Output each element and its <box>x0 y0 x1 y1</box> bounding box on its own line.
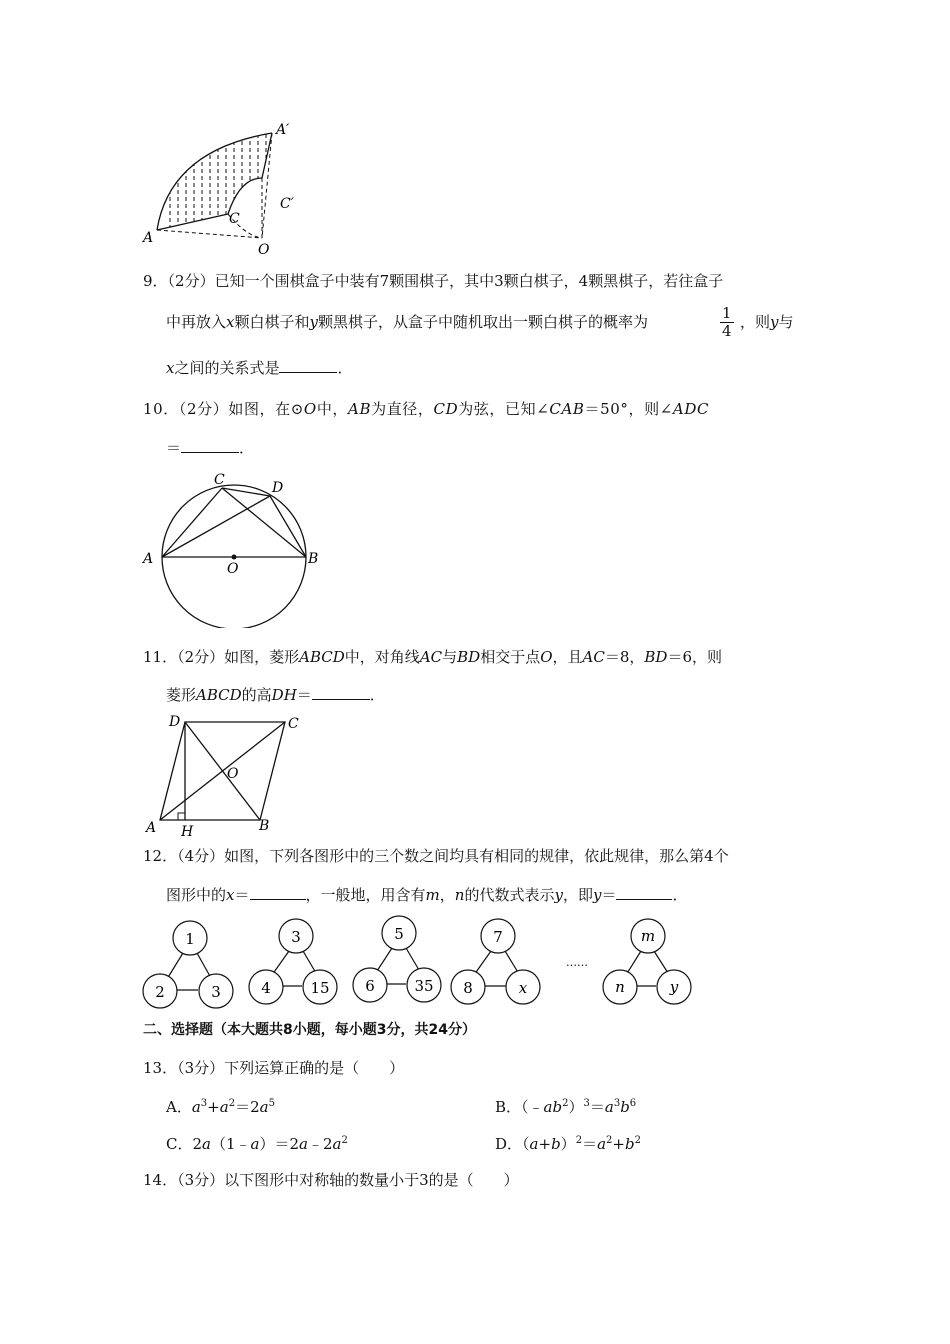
q12-var-m: m <box>425 886 440 904</box>
q9-text-3c: ． <box>337 359 353 377</box>
exponent: 2 <box>228 1098 236 1109</box>
section-heading: 二、选择题（本大题共8小题，每小题3分，共24分） <box>143 1022 476 1038</box>
exponent: 2 <box>606 1135 613 1146</box>
group1-left: 2 <box>155 983 165 1001</box>
q11-var-DH: DH <box>271 686 297 704</box>
q11-line2 <box>166 685 385 705</box>
circle-group-4 <box>451 919 540 1004</box>
figure-q8-rotation <box>140 118 310 258</box>
q9-text-2b: 颗白棋子和 <box>234 313 310 331</box>
q11-score: （2分） <box>177 648 225 666</box>
q13-option-D[interactable] <box>495 1134 641 1154</box>
var-b: b <box>624 1135 635 1153</box>
q10-var-ADC: ADC <box>672 400 710 418</box>
q10-line2 <box>166 438 254 458</box>
q9-var-y: y <box>309 313 318 331</box>
q13-option-C[interactable] <box>166 1134 348 1154</box>
q11-text-7: ＝6，则 <box>667 648 723 666</box>
q12-text-1: 如图，下列各图形中的三个数之间均具有相同的规律，依此规律，那么第4个 <box>224 847 729 865</box>
q10-label-C: C <box>214 472 225 488</box>
option-b-label: B．（﹣ <box>495 1098 544 1116</box>
var-a: a <box>332 1135 342 1153</box>
label-O: O <box>258 242 270 258</box>
q11-label-A: A <box>146 820 157 836</box>
q12-text-2b: ＝ <box>234 886 250 904</box>
q12-var-y-2: y <box>592 886 602 904</box>
q11-line1 <box>143 647 722 667</box>
exponent: 5 <box>268 1098 275 1109</box>
ellipsis: …… <box>566 956 588 969</box>
group3-left: 6 <box>365 977 375 995</box>
q10-answer-blank[interactable] <box>181 438 239 453</box>
exponent: 2 <box>341 1135 348 1146</box>
q10-label-A: A <box>143 551 154 567</box>
q11-answer-blank[interactable] <box>312 685 370 700</box>
option-c-label: C．2 <box>166 1135 203 1153</box>
q10-var-O: O <box>303 400 317 418</box>
q11-text-4: 相交于点 <box>480 648 541 666</box>
group3-top: 5 <box>394 925 404 943</box>
q11-text-1: 如图，菱形 <box>224 648 300 666</box>
circle-group-1 <box>143 921 233 1008</box>
q11-var-AC: AC <box>419 648 443 666</box>
label-C-prime: C′ <box>280 196 294 212</box>
operator: + <box>207 1098 220 1116</box>
q9-line1 <box>143 271 723 291</box>
q10-text-5: ＝50°，则∠ <box>584 400 673 418</box>
q12-text-2a: 图形中的 <box>166 886 227 904</box>
fraction-denominator: 4 <box>722 322 732 340</box>
figure-q12-circles <box>140 912 700 1012</box>
operator: ） <box>568 1098 584 1116</box>
operator: ＝ <box>582 1135 598 1153</box>
q13-option-A[interactable] <box>166 1097 275 1117</box>
q11-var-O: O <box>540 648 553 666</box>
exponent: 2 <box>634 1135 641 1146</box>
group1-right: 3 <box>211 983 221 1001</box>
circle-group-2 <box>249 919 337 1004</box>
q9-answer-blank[interactable] <box>279 358 337 373</box>
var-a: a <box>604 1098 614 1116</box>
var-a: a <box>259 1098 269 1116</box>
operator: （1﹣ <box>210 1135 251 1153</box>
operator: + <box>612 1135 625 1153</box>
q9-var-y-2: y <box>770 313 779 331</box>
q14-number: 14． <box>143 1171 178 1189</box>
q9-var-x: x <box>226 313 235 331</box>
operator: + <box>538 1135 552 1153</box>
var-a: a <box>529 1135 539 1153</box>
q9-number: 9． <box>143 272 168 290</box>
q11-number: 11． <box>143 648 178 666</box>
q12-text-2f: ，即 <box>562 886 593 904</box>
q10-text-2: 中， <box>316 400 349 418</box>
q11-text-11: ． <box>369 686 385 704</box>
q10-text-6: ＝ <box>166 439 182 457</box>
q12-line2 <box>166 885 687 905</box>
q10-var-CAB: CAB <box>549 400 585 418</box>
q10-text-4: 为弦，已知∠ <box>458 400 550 418</box>
figure-q10-circle <box>138 468 328 628</box>
group5-top: m <box>640 927 656 945</box>
q11-var-ABCD-2: ABCD <box>196 686 242 704</box>
q11-text-5: ，且 <box>552 648 583 666</box>
q10-text-7: ． <box>239 439 255 457</box>
q9-text-2d: ，则 <box>740 313 771 331</box>
q12-var-n: n <box>454 886 465 904</box>
operator: ＝2 <box>235 1098 260 1116</box>
operator: ） <box>560 1135 576 1153</box>
operator: ＝ <box>589 1098 605 1116</box>
var-a: a <box>191 1098 201 1116</box>
var-a: a <box>202 1135 211 1153</box>
q11-var-ABCD: ABCD <box>299 648 345 666</box>
q11-text-9: 的高 <box>241 686 272 704</box>
exponent: 3 <box>200 1098 208 1109</box>
q10-var-AB: AB <box>348 400 372 418</box>
label-A: A <box>143 230 154 246</box>
q12-answer-blank-1[interactable] <box>250 885 306 900</box>
q9-var-x-2: x <box>166 359 175 377</box>
q12-score: （4分） <box>177 847 225 865</box>
q14-text-1: 以下图形中对称轴的数量小于3的是（ ） <box>224 1171 519 1189</box>
q9-line2-end <box>740 312 794 332</box>
q12-line1 <box>143 846 729 866</box>
q9-line3 <box>166 358 353 378</box>
var-b: b <box>620 1098 630 1116</box>
fraction-numerator: 1 <box>722 304 732 322</box>
var-a: a <box>250 1135 260 1153</box>
group4-top: 7 <box>493 928 503 946</box>
group2-right: 15 <box>310 979 330 997</box>
q10-line1 <box>143 399 709 419</box>
label-C: C <box>229 211 240 227</box>
option-d-label: D．（ <box>495 1135 530 1153</box>
circle-group-5 <box>603 919 691 1004</box>
group4-right: x <box>518 979 528 997</box>
q12-text-2e: 的代数式表示 <box>464 886 555 904</box>
option-a-label: A． <box>166 1098 192 1116</box>
operator: ）＝2 <box>259 1135 300 1153</box>
q11-label-H: H <box>181 824 194 840</box>
q11-var-AC-2: AC <box>582 648 605 666</box>
group3-right: 35 <box>414 977 434 995</box>
q12-var-x: x <box>226 886 235 904</box>
q10-label-B: B <box>308 551 319 567</box>
group2-top: 3 <box>291 928 301 946</box>
exponent: 2 <box>575 1135 583 1146</box>
q12-text-2g: ＝ <box>601 886 617 904</box>
q9-text-2a: 中再放入 <box>166 313 227 331</box>
q13-option-B[interactable] <box>495 1097 636 1117</box>
q11-var-BD: BD <box>457 648 481 666</box>
q10-number: 10． <box>143 400 179 418</box>
q11-text-8: 菱形 <box>166 686 197 704</box>
group4-left: 8 <box>463 979 473 997</box>
q14-line1 <box>143 1170 519 1190</box>
q14-score: （3分） <box>177 1171 225 1189</box>
q9-fraction <box>718 305 736 340</box>
q10-score: （2分） <box>178 400 229 418</box>
q11-label-B: B <box>259 818 270 834</box>
q10-label-O: O <box>227 561 239 577</box>
var-b: b <box>551 1135 561 1153</box>
exponent: 6 <box>629 1098 637 1109</box>
var-a: a <box>299 1135 308 1153</box>
var-ab: ab <box>543 1098 563 1116</box>
q11-label-C: C <box>288 716 299 732</box>
q13-score: （3分） <box>177 1059 225 1077</box>
q9-text-1: 已知一个围棋盒子中装有7颗围棋子，其中3颗白棋子，4颗黑棋子，若往盒子 <box>214 272 724 290</box>
q13-line1 <box>143 1058 404 1078</box>
q12-var-y: y <box>554 886 563 904</box>
q11-text-6: ＝8， <box>604 648 645 666</box>
exponent: 3 <box>613 1098 621 1109</box>
operator: ﹣2 <box>307 1135 333 1153</box>
var-a: a <box>597 1135 607 1153</box>
q13-text-1: 下列运算正确的是（ ） <box>224 1059 405 1077</box>
q11-label-D: D <box>169 714 181 730</box>
group1-top: 1 <box>185 930 195 948</box>
q10-var-CD: CD <box>433 400 459 418</box>
q10-text-1: 如图，在⊙ <box>228 400 304 418</box>
q9-text-3b: 之间的关系式是 <box>174 359 280 377</box>
q12-text-2h: ． <box>672 886 688 904</box>
q13-number: 13． <box>143 1059 178 1077</box>
q9-score: （2分） <box>167 272 215 290</box>
q9-text-2c: 颗黑棋子，从盒子中随机取出一颗白棋子的概率为 <box>317 313 648 331</box>
q11-var-BD-2: BD <box>644 648 668 666</box>
q12-answer-blank-2[interactable] <box>616 885 672 900</box>
q10-label-D: D <box>272 480 284 496</box>
q11-text-3: 与 <box>442 648 458 666</box>
q12-number: 12． <box>143 847 178 865</box>
q10-text-3: 为直径， <box>371 400 434 418</box>
exponent: 3 <box>583 1098 590 1109</box>
q12-text-2c: ，一般地，用含有 <box>305 886 426 904</box>
figure-q11-rhombus <box>140 710 310 840</box>
q12-text-2d: ， <box>439 886 455 904</box>
q9-line2 <box>166 312 648 332</box>
q11-text-10: ＝ <box>296 686 312 704</box>
label-A-prime: A′ <box>276 122 290 138</box>
exponent: 2 <box>562 1098 569 1109</box>
q11-text-2: 中，对角线 <box>344 648 420 666</box>
var-a: a <box>219 1098 229 1116</box>
group2-left: 4 <box>261 979 271 997</box>
group5-right: y <box>669 978 679 996</box>
group5-left: n <box>615 978 625 996</box>
circle-group-3 <box>353 916 441 1002</box>
q11-label-O: O <box>227 766 239 782</box>
q9-text-2e: 与 <box>778 313 794 331</box>
